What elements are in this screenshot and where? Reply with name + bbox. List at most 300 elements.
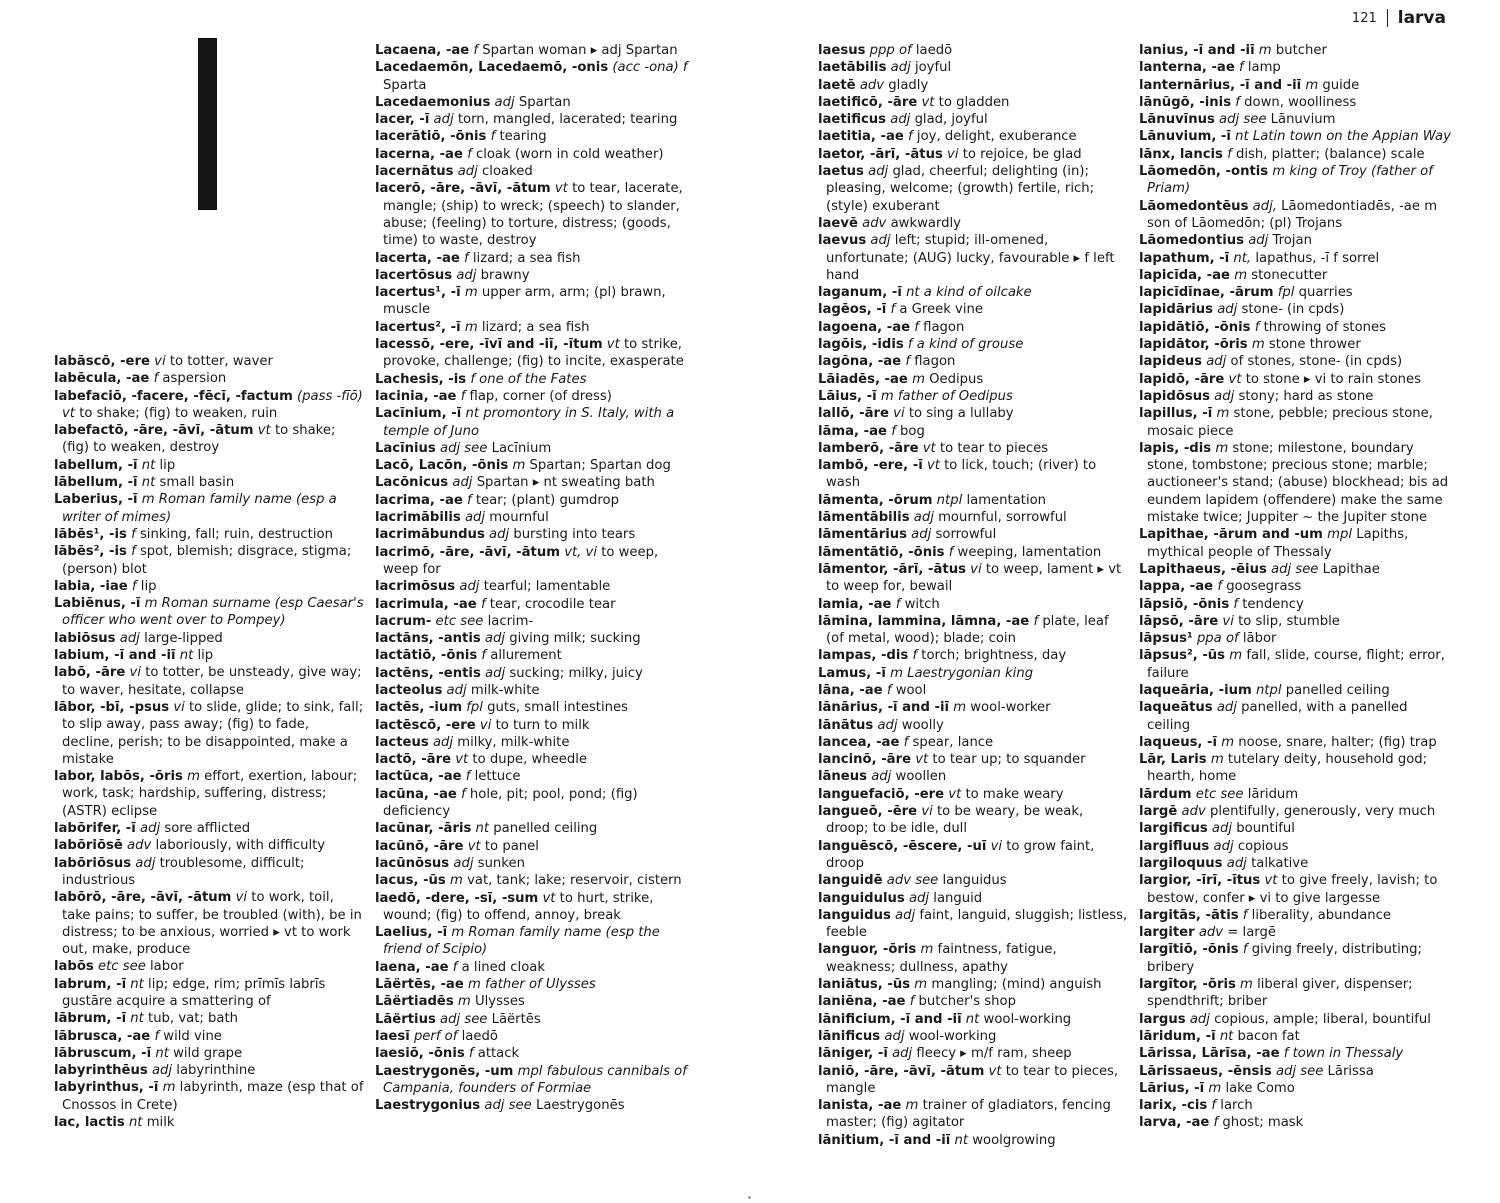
- entry-definition: Lāomedontiadēs, -ae m son of Lāomedōn; (pl) Trojans: [1147, 198, 1438, 231]
- entry-grammar: m Laestrygonian king: [890, 665, 1034, 681]
- entry-headword: labefaciō, -facere, -fēcī, -factum: [54, 388, 293, 404]
- dictionary-entry: [1139, 924, 1451, 941]
- entry-grammar: adj: [1226, 855, 1247, 871]
- entry-grammar: perf of: [413, 1028, 458, 1044]
- entry-grammar: adj: [485, 665, 506, 681]
- entry-definition: to weep, lament ▸ vt to weep for, bewail: [826, 561, 1122, 595]
- dictionary-entry: [818, 613, 1128, 648]
- entry-headword: laetābilis: [818, 60, 887, 76]
- dictionary-entry: [375, 492, 695, 509]
- entry-definition: brawny: [480, 267, 530, 283]
- entry-definition: plentifully, generously, very much: [1209, 804, 1436, 820]
- entry-grammar: m: [1216, 406, 1230, 422]
- entry-grammar: f: [1242, 942, 1248, 958]
- entry-grammar: adj: [890, 112, 911, 128]
- entry-grammar: f: [1211, 1098, 1217, 1114]
- entry-grammar: adj: [1206, 354, 1227, 370]
- entry-grammar: vt: [1264, 873, 1278, 889]
- entry-definition: of stones, stone- (in cpds): [1230, 354, 1403, 370]
- entry-grammar: m: [512, 458, 526, 474]
- entry-definition: joy, delight, exuberance: [916, 129, 1077, 145]
- entry-definition: glad, cheerful; delighting (in); pleasing, welcome; (growth) fertile, rich; (style) exuberant: [826, 164, 1095, 214]
- entry-grammar: (acc -ona) f: [612, 60, 688, 76]
- entry-definition: to hurt, strike, wound; (fig) to offend, annoy, break: [383, 890, 654, 923]
- dictionary-entry: [54, 1028, 364, 1045]
- entry-grammar: vt: [922, 440, 936, 456]
- entry-grammar: f: [1242, 907, 1248, 923]
- entry-grammar: m: [1234, 267, 1248, 283]
- entry-headword: lamia, -ae: [818, 596, 892, 612]
- entry-grammar: nt Latin town on the Appian Way: [1235, 129, 1451, 145]
- entry-definition: down, woolliness: [1244, 94, 1357, 110]
- entry-definition: upper arm, arm; (pl) brawn, muscle: [383, 285, 666, 318]
- entry-headword: lac, lactis: [54, 1115, 125, 1131]
- entry-definition: to tear to pieces: [939, 440, 1049, 456]
- entry-headword: labiōsus: [54, 630, 116, 646]
- entry-grammar: adj: [1211, 821, 1233, 837]
- entry-headword: lacertus², -ī: [375, 319, 461, 335]
- dictionary-entry: [375, 613, 695, 630]
- dictionary-entry: [1139, 163, 1451, 198]
- dictionary-entry: [375, 440, 695, 457]
- entry-grammar: nt: [179, 648, 194, 664]
- entry-definition: Spartan: [518, 94, 571, 110]
- entry-definition: spear, lance: [912, 734, 994, 750]
- dictionary-entry: [54, 1062, 364, 1079]
- entry-headword: Lārissa, Lārīsa, -ae: [1139, 1046, 1280, 1062]
- entry-definition: languidus: [942, 873, 1007, 889]
- entry-definition: Lārissa: [1327, 1063, 1374, 1079]
- entry-headword: lāna, -ae: [818, 682, 883, 698]
- entry-headword: Lānuvium, -ī: [1139, 129, 1231, 145]
- entry-definition: lapathus, -ī f sorrel: [1255, 250, 1380, 266]
- dictionary-entry: [1139, 578, 1451, 595]
- entry-definition: left; stupid; ill-omened, unfortunate; (AUG) lucky, favourable ▸ f left hand: [826, 233, 1115, 283]
- entry-definition: giving freely, distributing; bribery: [1147, 942, 1422, 975]
- entry-grammar: f: [481, 648, 487, 664]
- entry-grammar: m: [1240, 977, 1253, 993]
- entry-definition: to shake; (fig) to weaken, ruin: [79, 405, 278, 421]
- dictionary-entry: [375, 319, 695, 336]
- entry-headword: lānx, lancis: [1139, 146, 1223, 162]
- entry-definition: to rejoice, be glad: [962, 146, 1082, 162]
- entry-definition: trainer of gladiators, fencing master; (fig) agitator: [826, 1098, 1111, 1131]
- entry-definition: to be weary, be weak, droop; to be idle, dull: [826, 804, 1084, 837]
- entry-definition: to totter, waver: [169, 354, 273, 369]
- entry-grammar: adj: [135, 855, 156, 871]
- entry-definition: panelled ceiling: [1285, 682, 1390, 698]
- entry-definition: plate, leaf (of metal, wood); blade; coin: [826, 613, 1109, 647]
- entry-definition: lizard; a sea fish: [472, 250, 581, 266]
- entry-headword: Labiēnus, -ī: [54, 596, 141, 612]
- dictionary-entry: [818, 803, 1128, 838]
- entry-definition: sinking, fall; ruin, destruction: [139, 526, 333, 542]
- dictionary-entry: [818, 682, 1128, 699]
- dictionary-entry: [1139, 1045, 1451, 1062]
- entry-definition: gladly: [888, 77, 929, 93]
- dictionary-entry: [375, 717, 695, 734]
- entry-headword: lacteus: [375, 734, 429, 750]
- entry-grammar: f: [461, 786, 466, 802]
- entry-definition: laboriously, with difficulty: [155, 838, 326, 854]
- entry-headword: labyrinthēus: [54, 1063, 148, 1079]
- entry-grammar: m father of Oedipus: [880, 388, 1013, 404]
- entry-headword: lactō, -āre: [375, 752, 452, 768]
- dictionary-entry: [375, 474, 695, 491]
- dictionary-entry: [818, 838, 1128, 873]
- entry-definition: allurement: [490, 648, 562, 664]
- entry-definition: woolgrowing: [972, 1132, 1056, 1148]
- entry-definition: wild grape: [173, 1045, 243, 1061]
- entry-definition: faint, languid, sluggish; listless, feeble: [826, 907, 1128, 941]
- entry-definition: lacrim-: [487, 613, 534, 629]
- entry-grammar: vt: [606, 337, 620, 353]
- entry-headword: laetificō, -āre: [818, 94, 918, 110]
- entry-definition: quarries: [1298, 285, 1353, 301]
- dictionary-entry: [375, 526, 695, 543]
- dictionary-entry: [818, 457, 1128, 492]
- entry-definition: to work, toil, take pains; to suffer, be troubled (with), be in distress; to be anxious, worried ▸ vt to work out, make, produce: [62, 890, 362, 958]
- entry-headword: lambō, -ere, -ī: [818, 458, 923, 474]
- entry-definition: to slide, glide; to sink, fall; to slip away, pass away; (fig) to fade, decline, perish; to be disappointed, make a mistake: [62, 699, 364, 767]
- dictionary-entry: [1139, 838, 1451, 855]
- entry-grammar: m: [920, 942, 934, 958]
- entry-definition: to tear, lacerate, mangle; (ship) to wreck; (speech) to slander, abuse; (feeling) to torture, distress; (goods, time) to waste, destroy: [383, 181, 683, 249]
- entry-definition: stone, pebble; precious stone, mosaic piece: [1147, 406, 1433, 439]
- entry-definition: flagon: [914, 354, 956, 370]
- entry-headword: lacer, -ī: [375, 112, 430, 128]
- dictionary-entry: [54, 595, 364, 630]
- entry-grammar: f: [903, 734, 909, 750]
- entry-definition: wool-working: [908, 1028, 997, 1044]
- entry-definition: Sparta: [383, 77, 427, 93]
- entry-headword: lanius, -ī and -iī: [1139, 43, 1255, 58]
- dictionary-entry: [818, 284, 1128, 301]
- entry-headword: laetificus: [818, 112, 887, 128]
- entry-grammar: f: [464, 250, 469, 266]
- entry-definition: a Greek vine: [899, 302, 983, 318]
- entry-definition: small basin: [159, 475, 235, 491]
- entry-definition: witch: [904, 596, 940, 612]
- entry-grammar: f: [948, 544, 954, 560]
- entry-grammar: adj see: [440, 1011, 488, 1027]
- entry-grammar: f: [1213, 1115, 1219, 1131]
- entry-headword: laetitia, -ae: [818, 129, 904, 145]
- dictionary-entry: [1139, 1011, 1451, 1028]
- entry-grammar: adj: [1214, 388, 1235, 404]
- dictionary-entry: [375, 94, 695, 111]
- entry-headword: laganum, -ī: [818, 285, 902, 301]
- entry-headword: largē: [1139, 804, 1178, 820]
- entry-grammar: adj: [151, 1063, 173, 1079]
- entry-definition: Trojan: [1272, 233, 1312, 249]
- dictionary-entry: [818, 146, 1128, 163]
- dictionary-entry: [375, 976, 695, 993]
- entry-headword: Lāërtēs, -ae: [375, 977, 464, 993]
- entry-headword: lānificium, -ī and -iī: [818, 1011, 962, 1027]
- entry-grammar: etc see: [1195, 786, 1244, 802]
- entry-headword: lanterna, -ae: [1139, 60, 1235, 76]
- dictionary-entry: [375, 768, 695, 785]
- entry-definition: sucking; milky, juicy: [509, 665, 643, 681]
- entry-headword: largītiō, -ōnis: [1139, 942, 1239, 958]
- entry-grammar: m: [450, 873, 463, 889]
- entry-headword: Lapithae, -ārum and -um: [1139, 527, 1323, 543]
- dictionary-entry: [818, 215, 1128, 232]
- entry-headword: lānificus: [818, 1028, 881, 1044]
- entry-headword: lacinia, -ae: [375, 388, 457, 404]
- entry-grammar: m: [1229, 648, 1243, 664]
- entry-headword: labōrifer, -ī: [54, 821, 136, 837]
- entry-headword: lapidātiō, -ōnis: [1139, 319, 1251, 335]
- entry-definition: Lapithae: [1322, 561, 1380, 577]
- dictionary-entry: [1139, 336, 1451, 353]
- dictionary-entry: [375, 1011, 695, 1028]
- entry-definition: larch: [1220, 1098, 1253, 1114]
- dictionary-entry: [818, 111, 1128, 128]
- entry-headword: lanternārius, -ī and -iī: [1139, 77, 1302, 93]
- dictionary-entry: [54, 491, 364, 526]
- dictionary-entry: [1139, 1097, 1451, 1114]
- entry-headword: lāmentātiō, -ōnis: [818, 544, 945, 560]
- entry-headword: Lacīnium, -ī: [375, 406, 462, 422]
- entry-headword: lacūnōsus: [375, 855, 450, 871]
- entry-headword: lacrimābilis: [375, 510, 461, 526]
- entry-grammar: m: [912, 371, 925, 387]
- dictionary-entry: [1139, 526, 1451, 561]
- dictionary-column-4: [1139, 42, 1451, 1132]
- entry-definition: to panel: [484, 838, 539, 854]
- entry-definition: largē: [1242, 925, 1276, 941]
- entry-grammar: vt: [542, 890, 556, 906]
- entry-definition: butcher's shop: [918, 994, 1016, 1010]
- entry-grammar: adj: [456, 267, 477, 283]
- entry-headword: lacteolus: [375, 682, 443, 698]
- entry-headword: largitās, -ātis: [1139, 907, 1239, 923]
- entry-grammar: nt promontory in S. Italy, with a temple of Juno: [383, 406, 675, 439]
- entry-grammar: f: [886, 682, 892, 698]
- entry-definition: laedō: [915, 43, 953, 58]
- entry-definition: guide: [1322, 77, 1360, 93]
- entry-headword: lactēs, -ium: [375, 700, 463, 716]
- entry-headword: lappa, -ae: [1139, 579, 1214, 595]
- dictionary-entry: [375, 682, 695, 699]
- dictionary-entry: [1139, 250, 1451, 267]
- entry-definition: effort, exertion, labour; work, task; hardship, suffering, distress; (ASTR) eclipse: [62, 769, 358, 819]
- dictionary-entry: [54, 699, 364, 768]
- entry-grammar: m: [905, 1098, 919, 1114]
- dictionary-entry: [818, 544, 1128, 561]
- entry-definition: spot, blemish; disgrace, stigma; (person) blot: [62, 544, 352, 577]
- entry-grammar: adv: [859, 77, 885, 93]
- entry-headword: labōriōsē: [54, 838, 123, 854]
- entry-definition: sorrowful: [935, 527, 997, 543]
- dictionary-entry: [818, 232, 1128, 284]
- entry-headword: lacerta, -ae: [375, 250, 460, 266]
- dictionary-entry: [1139, 613, 1451, 630]
- entry-definition: Lapiths, mythical people of Thessaly: [1147, 527, 1409, 560]
- entry-definition: lettuce: [474, 769, 521, 785]
- entry-definition: troublesome, difficult; industrious: [62, 855, 305, 888]
- entry-grammar: adj: [446, 682, 467, 698]
- entry-definition: talkative: [1251, 855, 1309, 871]
- entry-grammar: vi: [1222, 613, 1234, 629]
- entry-headword: lāpsō, -āre: [1139, 613, 1219, 629]
- entry-grammar: nt: [128, 1115, 143, 1131]
- dictionary-entry: [375, 163, 695, 180]
- entry-definition: cloak (worn in cold weather): [475, 146, 664, 162]
- entry-definition: fleecy ▸ m/f ram, sheep: [916, 1046, 1072, 1062]
- dictionary-entry: [818, 440, 1128, 457]
- entry-definition: woolly: [901, 717, 944, 733]
- entry-headword: Lārius, -ī: [1139, 1080, 1205, 1096]
- entry-grammar: vi: [990, 838, 1003, 854]
- entry-grammar: m: [953, 700, 967, 716]
- entry-headword: lārdum: [1139, 786, 1192, 802]
- dictionary-entry: [54, 474, 364, 491]
- entry-definition: Ulysses: [474, 994, 525, 1010]
- entry-grammar: adj: [1217, 302, 1238, 318]
- entry-headword: laniātus, -ūs: [818, 977, 911, 993]
- entry-grammar: m: [1305, 77, 1319, 93]
- entry-definition: butcher: [1275, 43, 1327, 58]
- entry-headword: lacerō, -āre, -āvī, -ātum: [375, 181, 551, 197]
- entry-headword: lāpsus¹: [1139, 631, 1193, 647]
- entry-grammar: f: [1238, 60, 1244, 76]
- dictionary-entry: [1139, 751, 1451, 786]
- entry-grammar: vi: [893, 406, 905, 422]
- entry-definition: to lick, touch; (river) to wash: [826, 458, 1097, 491]
- entry-definition: labyrinth, maze (esp that of Cnossos in Crete): [62, 1080, 364, 1113]
- dictionary-column-1: [54, 353, 364, 1131]
- entry-grammar: m: [464, 285, 478, 301]
- dictionary-entry: [375, 924, 695, 959]
- entry-definition: to dupe, wheedle: [472, 752, 587, 768]
- entry-headword: lāniger, -ī: [818, 1046, 888, 1062]
- entry-definition: stone thrower: [1268, 337, 1361, 353]
- dictionary-entry: [54, 578, 364, 595]
- dictionary-entry: [54, 526, 364, 543]
- entry-grammar: vt: [1228, 371, 1242, 387]
- entry-definition: to tear up; to squander: [932, 752, 1086, 768]
- entry-headword: laesī: [375, 1028, 410, 1044]
- entry-definition: stony; hard as stone: [1238, 388, 1374, 404]
- entry-headword: Lamus, -ī: [818, 665, 886, 681]
- entry-definition: panelled, with a panelled ceiling: [1147, 700, 1408, 733]
- entry-definition: tearful; lamentable: [483, 579, 611, 595]
- dictionary-entry: [1139, 301, 1451, 318]
- entry-grammar: m: [1210, 752, 1224, 768]
- dictionary-entry: [1139, 1080, 1451, 1097]
- dictionary-entry: [54, 353, 364, 370]
- dictionary-entry: [818, 423, 1128, 440]
- entry-headword: Lār, Laris: [1139, 752, 1207, 768]
- entry-definition: woollen: [895, 769, 947, 785]
- dictionary-entry: [375, 751, 695, 768]
- entry-grammar: f a kind of grouse: [907, 337, 1024, 353]
- entry-definition: bursting into tears: [513, 527, 636, 543]
- entry-grammar: etc see: [97, 959, 146, 975]
- dictionary-entry: [1139, 59, 1451, 76]
- entry-headword: laedō, -dere, -sī, -sum: [375, 890, 539, 906]
- entry-grammar: adj: [489, 527, 510, 543]
- entry-grammar: m: [914, 977, 928, 993]
- entry-headword: largiloquus: [1139, 855, 1223, 871]
- entry-grammar: f: [908, 129, 913, 145]
- entry-headword: lapideus: [1139, 354, 1203, 370]
- entry-grammar: adj: [895, 907, 916, 923]
- entry-grammar: vt: [988, 1063, 1002, 1079]
- entry-grammar: fpl: [466, 700, 483, 716]
- entry-grammar: f: [1217, 579, 1222, 595]
- entry-grammar: vt, vi: [564, 544, 598, 560]
- entry-grammar: etc see: [435, 613, 484, 629]
- entry-grammar: adj: [459, 579, 480, 595]
- entry-headword: Lacaena, -ae: [375, 43, 470, 58]
- dictionary-entry: [1139, 734, 1451, 751]
- entry-grammar: m Roman family name (esp a writer of mimes): [62, 492, 337, 525]
- dictionary-entry: [54, 457, 364, 474]
- entry-grammar: f: [914, 319, 919, 335]
- entry-headword: labellum, -ī: [54, 457, 138, 473]
- entry-grammar: f: [467, 492, 472, 508]
- dictionary-entry: [1139, 371, 1451, 388]
- entry-grammar: adj: [119, 630, 140, 646]
- entry-grammar: nt: [155, 1045, 169, 1061]
- entry-headword: lampas, -dis: [818, 648, 909, 664]
- dictionary-entry: [375, 855, 695, 872]
- dictionary-entry: [375, 388, 695, 405]
- entry-headword: Lapithaeus, -ēius: [1139, 561, 1267, 577]
- dictionary-entry: [375, 128, 695, 145]
- entry-grammar: adj: [1248, 233, 1269, 249]
- dictionary-entry: [54, 370, 364, 387]
- entry-definition: labor: [150, 959, 184, 975]
- entry-headword: lānūgō, -inis: [1139, 94, 1232, 110]
- dictionary-entry: [375, 1045, 695, 1062]
- entry-definition: noose, snare, halter; (fig) trap: [1238, 734, 1437, 750]
- dictionary-entry: [818, 336, 1128, 353]
- dictionary-entry: [818, 1063, 1128, 1098]
- entry-definition: lip: [140, 578, 157, 594]
- entry-grammar: vi: [921, 804, 933, 820]
- entry-definition: copious: [1237, 838, 1289, 854]
- entry-headword: lapicīda, -ae: [1139, 267, 1230, 283]
- entry-grammar: adv see: [886, 873, 939, 889]
- entry-headword: languidulus: [818, 890, 905, 906]
- entry-headword: laqueus, -ī: [1139, 734, 1218, 750]
- entry-definition: lamentation: [966, 492, 1047, 508]
- entry-headword: lacertōsus: [375, 267, 453, 283]
- dictionary-entry: [818, 993, 1128, 1010]
- entry-headword: lactātiō, -ōnis: [375, 648, 478, 664]
- entry-headword: laevus: [818, 233, 867, 249]
- entry-grammar: adv: [127, 838, 152, 854]
- entry-definition: Spartan; Spartan dog: [529, 458, 671, 474]
- dictionary-entry: [54, 647, 364, 664]
- entry-definition: fall, slide, course, flight; error, failure: [1147, 648, 1445, 681]
- entry-headword: Laestrygonius: [375, 1098, 481, 1114]
- entry-headword: Lāomedontēus: [1139, 198, 1249, 214]
- dictionary-entry: [818, 561, 1128, 596]
- dictionary-entry: [1139, 284, 1451, 301]
- entry-headword: lābruscum, -ī: [54, 1045, 152, 1061]
- entry-definition: stone- (in cpds): [1241, 302, 1345, 318]
- entry-grammar: nt,: [1233, 250, 1252, 266]
- entry-definition: Lānuvium: [1270, 112, 1336, 128]
- entry-definition: Spartan ▸ nt sweating bath: [476, 475, 655, 491]
- entry-headword: Lāërtius: [375, 1011, 436, 1027]
